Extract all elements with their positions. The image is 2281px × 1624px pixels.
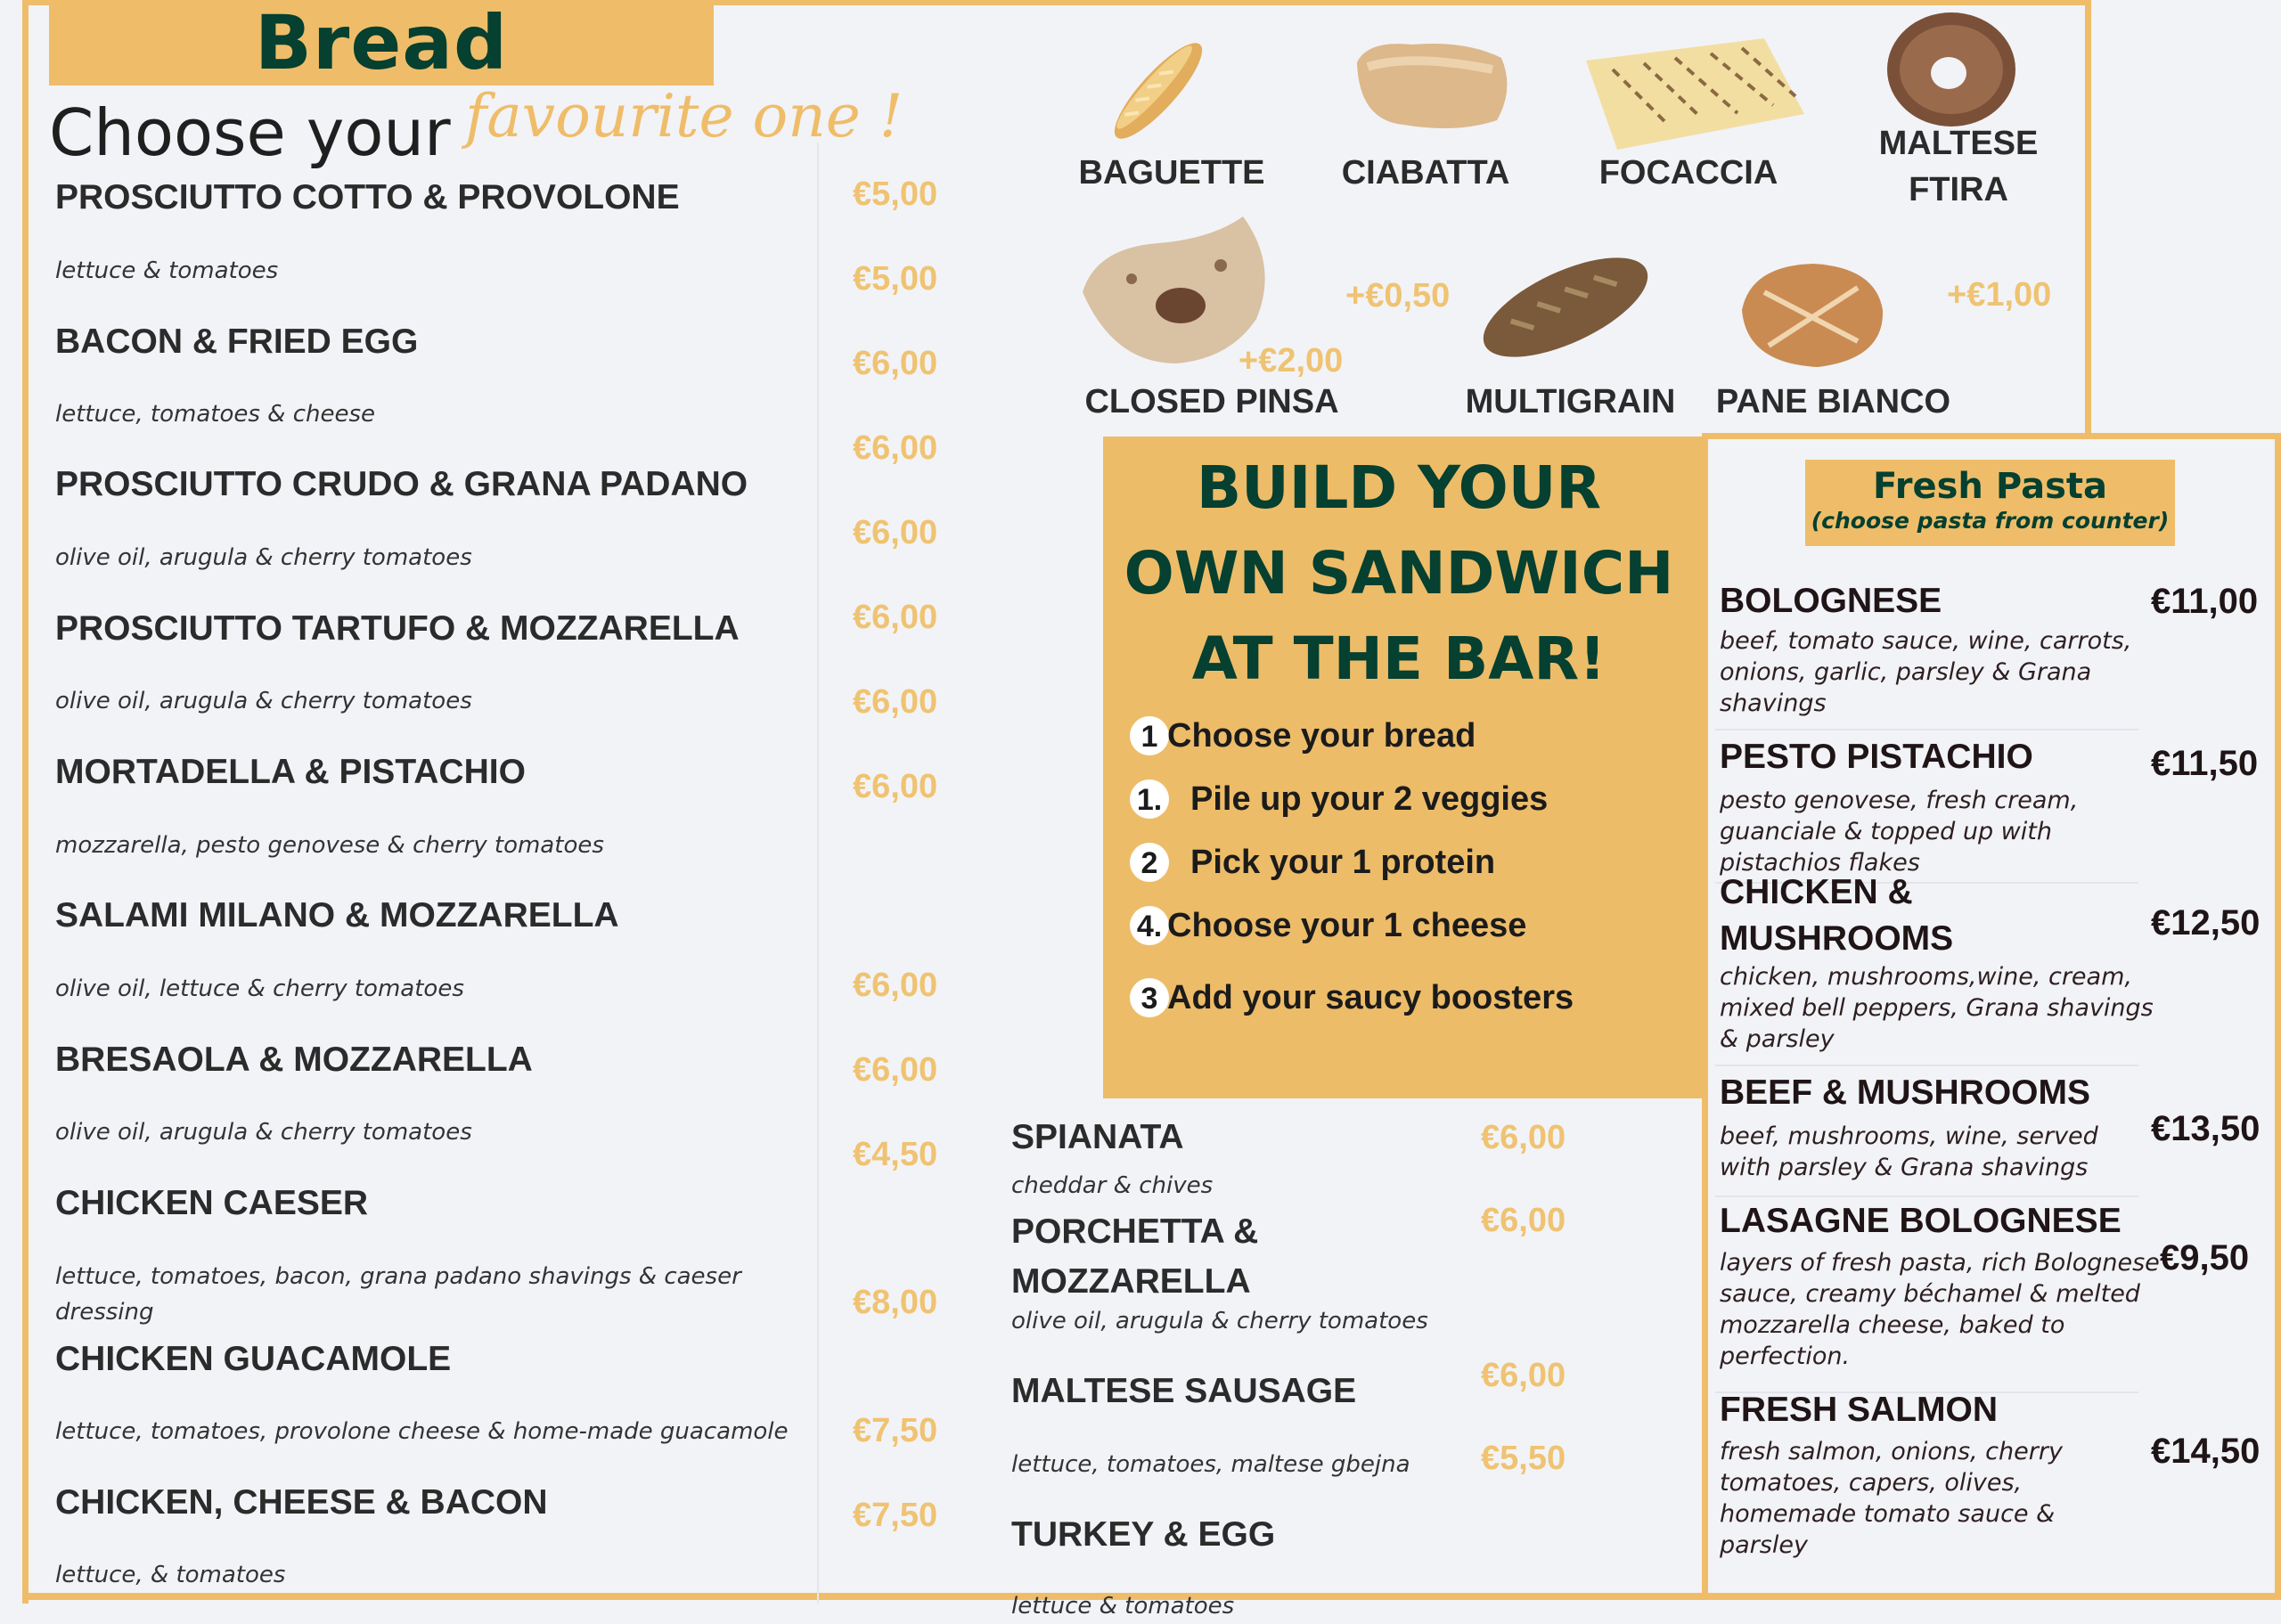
step-text: Add your saucy boosters — [1167, 979, 1574, 1016]
price: €6,00 — [1481, 1202, 1566, 1239]
menu-item-desc: lettuce & tomatoes — [1011, 1593, 1235, 1620]
frame-right-upper — [2085, 0, 2091, 437]
price: €6,00 — [853, 599, 938, 636]
menu-item-name: PROSCIUTTO COTTO & PROVOLONE — [55, 178, 680, 216]
pasta-item-desc: layers of fresh pasta, rich Bolognese sauce, creamy béchamel & melted mozzarella cheese, baked to perfection. — [1720, 1249, 2160, 1370]
pasta-price: €11,00 — [2151, 582, 2259, 621]
favourite-heading: favourite one ! — [465, 82, 903, 151]
price: €5,50 — [1481, 1440, 1566, 1477]
menu-item-desc: lettuce & tomatoes — [55, 257, 279, 284]
pasta-item-name: CHICKEN & — [1720, 873, 1913, 911]
menu-item-name: TURKEY & EGG — [1011, 1515, 1276, 1554]
column-divider — [817, 143, 819, 1604]
maltese-ftira-image — [1884, 11, 2018, 128]
price: €6,00 — [1481, 1357, 1566, 1394]
menu-item-desc: olive oil, lettuce & cherry tomatoes — [55, 975, 464, 1002]
menu-item-name: SALAMI MILANO & MOZZARELLA — [55, 896, 619, 934]
bread-label-baguette: BAGUETTE — [1078, 154, 1265, 192]
build-title-line1: BUILD YOUR — [1196, 453, 1602, 522]
menu-item-name: MORTADELLA & PISTACHIO — [55, 753, 526, 791]
frame-left — [22, 4, 29, 1604]
price: €5,00 — [853, 175, 938, 213]
surcharge-pinsa: +€2,00 — [1239, 342, 1344, 379]
bread-label-pane-bianco: PANE BIANCO — [1715, 383, 1951, 420]
menu-item-name: CHICKEN CAESER — [55, 1184, 369, 1222]
multigrain-image — [1475, 248, 1657, 368]
pasta-price: €11,50 — [2151, 744, 2259, 783]
page-title: Bread — [254, 0, 509, 86]
pane-bianco-image — [1733, 257, 1889, 372]
price: €8,00 — [853, 1284, 938, 1321]
pasta-price: €9,50 — [2160, 1238, 2250, 1277]
pasta-item-name: FRESH SALMON — [1720, 1391, 1998, 1429]
pasta-subtitle: (choose pasta from counter) — [1811, 508, 2170, 534]
menu-item-name: BRESAOLA & MOZZARELLA — [55, 1041, 533, 1079]
pasta-item-desc: beef, tomato sauce, wine, carrots, onions, garlic, parsley & Grana shavings — [1720, 627, 2132, 717]
step-number: 4. — [1130, 906, 1169, 945]
step-number: 1. — [1130, 779, 1169, 819]
menu-item-desc: lettuce, tomatoes, provolone cheese & home-made guacamole — [55, 1418, 789, 1445]
menu-item-name: BACON & FRIED EGG — [55, 322, 419, 361]
menu-item-desc: olive oil, arugula & cherry tomatoes — [55, 688, 472, 714]
pasta-item-name: BEEF & MUSHROOMS — [1720, 1073, 2091, 1112]
price: €6,00 — [853, 429, 938, 467]
step-text: Choose your bread — [1167, 717, 1476, 755]
step-text: Pick your 1 protein — [1190, 844, 1496, 881]
pasta-item-name: PESTO PISTACHIO — [1720, 738, 2033, 776]
price: €5,00 — [853, 260, 938, 298]
menu-item-desc: olive oil, arugula & cherry tomatoes — [55, 544, 472, 571]
surcharge-multigrain: +€0,50 — [1345, 277, 1451, 314]
menu-item-desc: lettuce, tomatoes & cheese — [55, 401, 376, 428]
step-number: 2 — [1130, 843, 1169, 882]
ciabatta-image — [1350, 36, 1515, 134]
menu-item-desc: lettuce, tomatoes, bacon, grana padano shavings & caeser dressing — [55, 1263, 741, 1326]
price: €6,00 — [853, 1051, 938, 1089]
price: €7,50 — [853, 1497, 938, 1534]
pasta-price: €12,50 — [2151, 903, 2261, 943]
step-text: Choose your 1 cheese — [1167, 907, 1527, 944]
menu-item-desc: cheddar & chives — [1011, 1172, 1214, 1199]
menu-item-name: PROSCIUTTO CRUDO & GRANA PADANO — [55, 465, 748, 503]
pasta-item-name: MUSHROOMS — [1720, 919, 1954, 958]
focaccia-image — [1577, 34, 1809, 154]
bread-label-multigrain: MULTIGRAIN — [1465, 383, 1676, 420]
pasta-divider — [1715, 729, 2138, 730]
baguette-image — [1096, 36, 1221, 147]
price: €6,00 — [1481, 1119, 1566, 1156]
pasta-item-desc: pesto genovese, fresh cream, guanciale & topped up with pistachios flakes — [1720, 787, 2079, 877]
pasta-item-desc: beef, mushrooms, wine, served with parsley & Grana shavings — [1720, 1122, 2098, 1181]
step-number: 3 — [1130, 978, 1169, 1017]
pasta-price: €14,50 — [2151, 1432, 2261, 1471]
build-title-line3: AT THE BAR! — [1191, 624, 1607, 693]
pasta-item-name: BOLOGNESE — [1720, 582, 1942, 620]
menu-item-name: SPIANATA — [1011, 1118, 1184, 1156]
price: €7,50 — [853, 1412, 938, 1449]
menu-item-name: CHICKEN GUACAMOLE — [55, 1340, 452, 1378]
price: €6,00 — [853, 514, 938, 551]
surcharge-pane-bianco: +€1,00 — [1947, 276, 2052, 314]
menu-item-desc: mozzarella, pesto genovese & cherry tomatoes — [55, 832, 604, 859]
menu-item-desc: olive oil, arugula & cherry tomatoes — [55, 1119, 472, 1146]
bread-label-closed-pinsa: CLOSED PINSA — [1084, 383, 1339, 420]
pasta-item-desc: chicken, mushrooms,wine, cream, mixed bell peppers, Grana shavings & parsley — [1720, 963, 2154, 1053]
bread-label-ciabatta: CIABATTA — [1341, 154, 1510, 192]
menu-item-name: MOZZARELLA — [1011, 1262, 1251, 1301]
menu-item-desc: lettuce, & tomatoes — [55, 1562, 286, 1588]
menu-item-name: CHICKEN, CHEESE & BACON — [55, 1483, 548, 1522]
pasta-frame-top — [1702, 433, 2281, 439]
step-number: 1 — [1130, 716, 1169, 755]
pasta-divider — [1715, 1065, 2138, 1066]
bread-label-maltese: MALTESE — [1878, 125, 2039, 162]
price: €6,00 — [853, 768, 938, 805]
pasta-price: €13,50 — [2151, 1109, 2261, 1148]
pasta-title: Fresh Pasta — [1873, 466, 2107, 507]
pasta-item-desc: fresh salmon, onions, cherry tomatoes, capers, olives, homemade tomato sauce & parsley — [1720, 1438, 2063, 1559]
pasta-item-name: LASAGNE BOLOGNESE — [1720, 1202, 2122, 1240]
menu-item-name: MALTESE SAUSAGE — [1011, 1372, 1357, 1410]
bread-label-ftira: FTIRA — [1909, 171, 2008, 208]
bread-label-focaccia: FOCACCIA — [1598, 154, 1778, 192]
menu-item-name: PORCHETTA & — [1011, 1212, 1259, 1251]
price: €6,00 — [853, 967, 938, 1004]
pasta-divider — [1715, 1196, 2138, 1197]
pasta-frame-right — [2275, 433, 2281, 1600]
menu-item-name: PROSCIUTTO TARTUFO & MOZZARELLA — [55, 609, 740, 648]
menu-item-desc: lettuce, tomatoes, maltese gbejna — [1011, 1451, 1410, 1478]
price: €6,00 — [853, 345, 938, 382]
choose-heading: Choose your — [49, 95, 451, 170]
price: €6,00 — [853, 683, 938, 721]
price: €4,50 — [853, 1136, 938, 1173]
step-text: Pile up your 2 veggies — [1190, 780, 1549, 818]
build-title-line2: OWN SANDWICH — [1124, 539, 1674, 608]
menu-item-desc: olive oil, arugula & cherry tomatoes — [1011, 1308, 1428, 1334]
